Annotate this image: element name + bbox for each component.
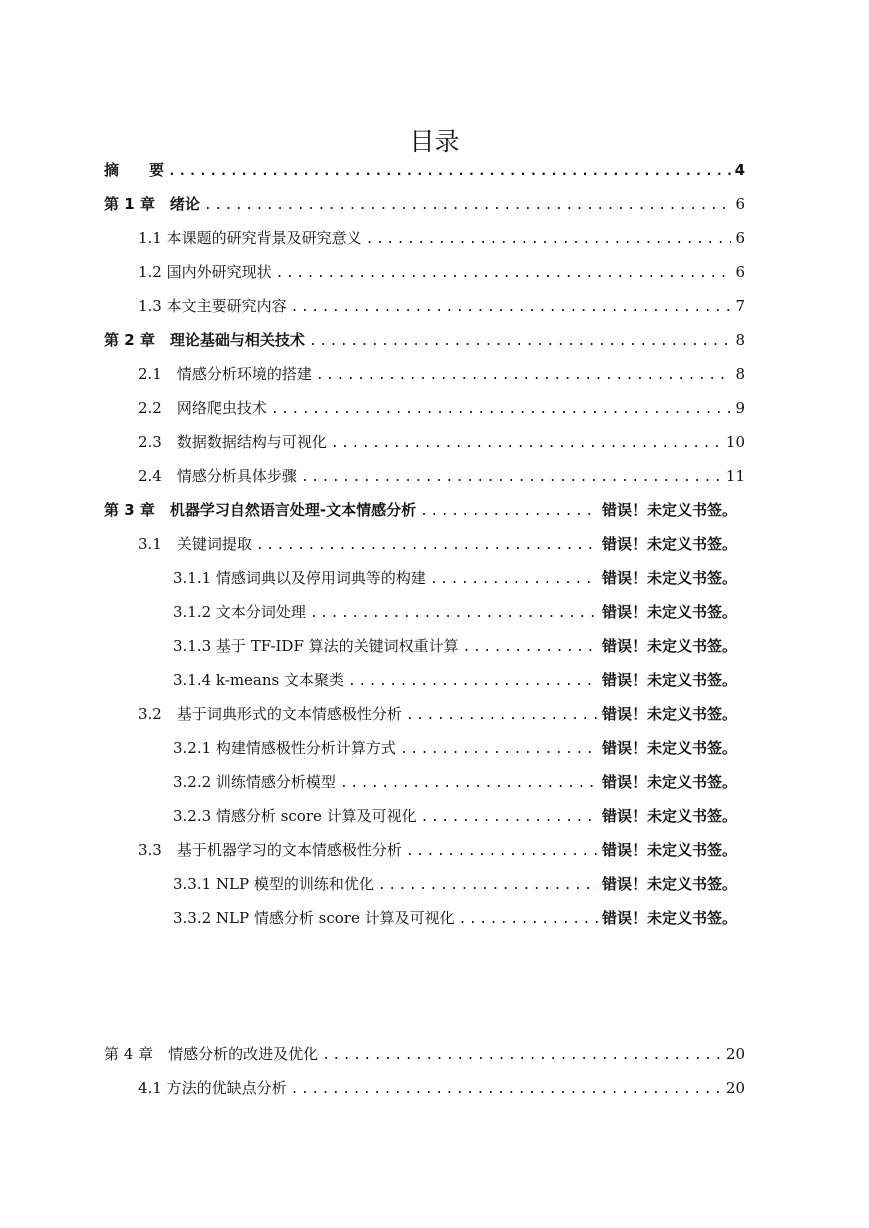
toc-entry-3-1-4[interactable] bbox=[173, 667, 737, 693]
toc-entry-error: 错误！未定义书签。 bbox=[601, 637, 737, 655]
toc-entry-chapter-1[interactable] bbox=[104, 191, 745, 217]
toc-leader-dots bbox=[331, 431, 722, 457]
toc-entry-3-3-1[interactable] bbox=[173, 871, 737, 897]
toc-entry-page: 20 bbox=[725, 1045, 745, 1063]
toc-entry-3-1-3[interactable] bbox=[173, 633, 737, 659]
toc-entry-3-2-2[interactable] bbox=[173, 769, 737, 795]
toc-leader-dots bbox=[301, 465, 722, 491]
toc-entry-3-2-1[interactable] bbox=[173, 735, 737, 761]
toc-leader-dots bbox=[406, 703, 598, 729]
toc-entry-label: 3.3.1 NLP 模型的训练和优化 bbox=[173, 875, 374, 893]
toc-leader-dots bbox=[400, 737, 598, 763]
toc-entry-page: 8 bbox=[735, 331, 745, 349]
toc-leader-dots bbox=[316, 363, 732, 389]
toc-leader-dots bbox=[348, 669, 598, 695]
toc-entry-label: 4.1 方法的优缺点分析 bbox=[138, 1079, 287, 1097]
toc-entry-label: 1.3 本文主要研究内容 bbox=[138, 297, 287, 315]
toc-entry-page: 8 bbox=[735, 365, 745, 383]
toc-entry-4-1[interactable] bbox=[138, 1075, 745, 1101]
toc-entry-error: 错误！未定义书签。 bbox=[601, 671, 737, 689]
toc-entry-chapter-2[interactable] bbox=[104, 327, 745, 353]
toc-entry-error: 错误！未定义书签。 bbox=[601, 535, 737, 553]
toc-leader-dots bbox=[310, 601, 598, 627]
toc-entry-label: 2.3 数据数据结构与可视化 bbox=[138, 433, 327, 451]
toc-entry-3-1-1[interactable] bbox=[173, 565, 737, 591]
toc-entry-page: 7 bbox=[735, 297, 745, 315]
toc-entry-3-2-3[interactable] bbox=[173, 803, 737, 829]
toc-entry-label: 3.1.4 k-means 文本聚类 bbox=[173, 671, 344, 689]
toc-entry-3-1[interactable] bbox=[138, 531, 737, 557]
toc-entry-error: 错误！未定义书签。 bbox=[601, 569, 737, 587]
toc-leader-dots bbox=[378, 873, 598, 899]
toc-entry-label: 2.1 情感分析环境的搭建 bbox=[138, 365, 312, 383]
toc-entry-1-1[interactable] bbox=[138, 225, 745, 251]
toc-entry-label: 第 2 章 理论基础与相关技术 bbox=[104, 331, 305, 349]
toc-entry-error: 错误！未定义书签。 bbox=[601, 501, 737, 519]
toc-entry-label: 3.1.3 基于 TF-IDF 算法的关键词权重计算 bbox=[173, 637, 459, 655]
toc-leader-dots bbox=[291, 1077, 722, 1103]
toc-entry-label: 1.2 国内外研究现状 bbox=[138, 263, 272, 281]
toc-leader-dots bbox=[322, 1043, 722, 1069]
toc-entry-error: 错误！未定义书签。 bbox=[601, 739, 737, 757]
toc-entry-3-1-2[interactable] bbox=[173, 599, 737, 625]
toc-entry-2-1[interactable] bbox=[138, 361, 745, 387]
toc-entry-label: 1.1 本课题的研究背景及研究意义 bbox=[138, 229, 362, 247]
toc-entry-abstract[interactable] bbox=[104, 157, 745, 183]
toc-leader-dots bbox=[459, 907, 598, 933]
toc-entry-label: 摘 要 bbox=[104, 161, 165, 179]
toc-entry-error: 错误！未定义书签。 bbox=[601, 909, 737, 927]
toc-entry-page: 6 bbox=[735, 195, 745, 213]
toc-entry-label: 3.2.1 构建情感极性分析计算方式 bbox=[173, 739, 396, 757]
toc-entry-label: 3.1.1 情感词典以及停用词典等的构建 bbox=[173, 569, 426, 587]
toc-entry-2-3[interactable] bbox=[138, 429, 745, 455]
toc-entry-2-4[interactable] bbox=[138, 463, 745, 489]
toc-entry-label: 3.2.2 训练情感分析模型 bbox=[173, 773, 336, 791]
toc-entry-page: 10 bbox=[725, 433, 745, 451]
toc-entry-label: 3.3 基于机器学习的文本情感极性分析 bbox=[138, 841, 402, 859]
toc-entry-page: 11 bbox=[725, 467, 745, 485]
toc-entry-label: 2.4 情感分析具体步骤 bbox=[138, 467, 297, 485]
toc-leader-dots bbox=[276, 261, 732, 287]
toc-leader-dots bbox=[366, 227, 732, 253]
toc-entry-3-2[interactable] bbox=[138, 701, 737, 727]
toc-entry-error: 错误！未定义书签。 bbox=[601, 603, 737, 621]
toc-entry-page: 4 bbox=[734, 161, 745, 179]
toc-entry-label: 第 3 章 机器学习自然语言处理-文本情感分析 bbox=[104, 501, 417, 519]
toc-entry-label: 3.2.3 情感分析 score 计算及可视化 bbox=[173, 807, 417, 825]
toc-entry-3-3-2[interactable] bbox=[173, 905, 737, 931]
toc-leader-dots bbox=[291, 295, 732, 321]
toc-entry-chapter-4[interactable] bbox=[104, 1041, 745, 1067]
toc-entry-page: 9 bbox=[735, 399, 745, 417]
toc-entry-error: 错误！未定义书签。 bbox=[601, 807, 737, 825]
toc-entry-label: 3.1.2 文本分词处理 bbox=[173, 603, 306, 621]
toc-entry-error: 错误！未定义书签。 bbox=[601, 841, 737, 859]
toc-leader-dots bbox=[463, 635, 598, 661]
toc-entry-chapter-3[interactable] bbox=[104, 497, 737, 523]
toc-entry-page: 6 bbox=[735, 263, 745, 281]
toc-entry-label: 3.1 关键词提取 bbox=[138, 535, 252, 553]
toc-leader-dots bbox=[256, 533, 598, 559]
toc-entry-error: 错误！未定义书签。 bbox=[601, 773, 737, 791]
toc-entry-2-2[interactable] bbox=[138, 395, 745, 421]
toc-leader-dots bbox=[168, 159, 731, 185]
toc-leader-dots bbox=[430, 567, 598, 593]
toc-entry-1-2[interactable] bbox=[138, 259, 745, 285]
toc-entry-label: 3.2 基于词典形式的文本情感极性分析 bbox=[138, 705, 402, 723]
toc-leader-dots bbox=[420, 499, 598, 525]
toc-leader-dots bbox=[406, 839, 598, 865]
toc-leader-dots bbox=[204, 193, 732, 219]
toc-leader-dots bbox=[309, 329, 732, 355]
toc-entry-page: 20 bbox=[725, 1079, 745, 1097]
toc-entry-3-3[interactable] bbox=[138, 837, 737, 863]
toc-leader-dots bbox=[340, 771, 598, 797]
toc-entry-1-3[interactable] bbox=[138, 293, 745, 319]
toc-leader-dots bbox=[421, 805, 598, 831]
toc-entry-label: 2.2 网络爬虫技术 bbox=[138, 399, 267, 417]
toc-entry-error: 错误！未定义书签。 bbox=[601, 875, 737, 893]
toc-entry-label: 第 1 章 绪论 bbox=[104, 195, 200, 213]
toc-entry-label: 3.3.2 NLP 情感分析 score 计算及可视化 bbox=[173, 909, 455, 927]
toc-entry-error: 错误！未定义书签。 bbox=[601, 705, 737, 723]
toc-entry-page: 6 bbox=[735, 229, 745, 247]
toc-entry-label: 第 4 章 情感分析的改进及优化 bbox=[104, 1045, 319, 1063]
toc-leader-dots bbox=[271, 397, 732, 423]
toc-title: 目录 bbox=[409, 127, 460, 156]
